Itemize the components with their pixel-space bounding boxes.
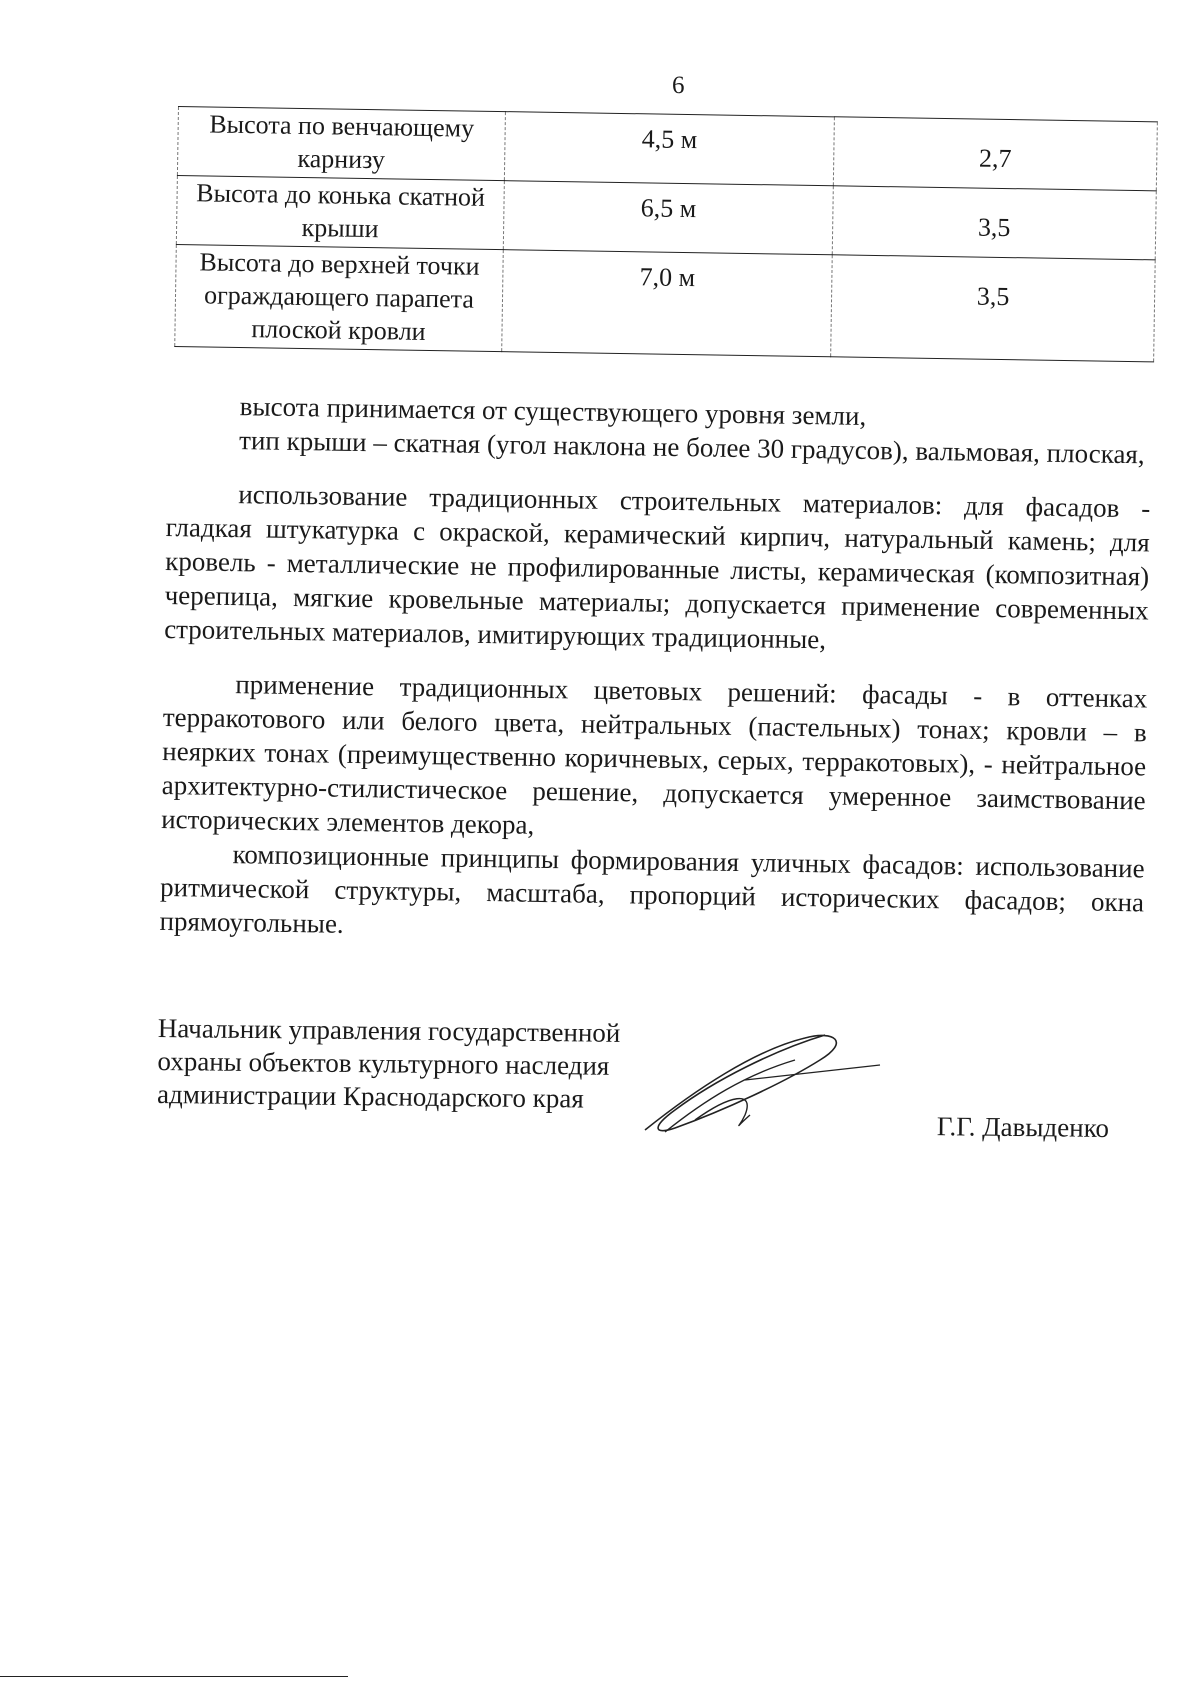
table-cell-value: 7,0 м — [502, 250, 833, 357]
body-text — [159, 388, 1152, 953]
signatory-title-line: Начальник управления государственной — [157, 1012, 621, 1048]
paragraph-height-basis: высота принимается от существующего уровня земли, — [239, 391, 867, 431]
table-cell-percent: 3,5 — [831, 255, 1156, 362]
page-number: 6 — [672, 72, 685, 99]
paragraph-roof-type: тип крыши – скатная (угол наклона не более 30 градусов), вальмовая, плоская, — [238, 425, 1145, 470]
table-row — [175, 244, 1155, 361]
table-cell-value: 4,5 м — [504, 112, 834, 186]
paragraph-colors: применение традиционных цветовых решений: фасады - в оттенках терракотового или белого цвета, нейтральных (пастельных) тонах; кровли – в неярких тонах (преимущественно коричневых, серых, терракотовых), - нейтральное архитектурно-стилистическое решение, допускается умеренное заимствование исторических элементов декора, — [160, 669, 1148, 840]
table-cell-percent: 2,7 — [833, 117, 1157, 191]
table-cell-value: 6,5 м — [503, 181, 833, 255]
height-limits-table-wrapper — [174, 106, 1158, 362]
footnote-divider — [0, 1676, 348, 1677]
table-cell-percent: 3,5 — [832, 186, 1156, 260]
signatory-name: Г.Г. Давыденко — [936, 1111, 1110, 1143]
signatory-title-line: охраны объектов культурного наследия — [157, 1045, 610, 1081]
paragraph-composition: композиционные принципы формирования уличных фасадов: использование ритмической структуры, масштаба, пропорций исторических фасадов; окна прямоугольные. — [159, 839, 1145, 939]
table-cell-parameter: Высота до конька скатной крыши — [176, 175, 504, 249]
paragraph-materials: использование традиционных строительных материалов: для фасадов - гладкая штукатурка с окраской, керамический кирпич, натуральный камень; для кровель - металлические не профилированные листы, керамическая (композитная) черепица, мягкие кровельные материалы; допускается применение современных строительных материалов, имитирующих традиционные, — [163, 479, 1151, 655]
signatory-title-line: администрации Краснодарского края — [156, 1078, 584, 1114]
handwritten-signature — [635, 1020, 885, 1140]
table-cell-parameter: Высота по венчающему карнизу — [177, 107, 505, 181]
height-limits-table — [174, 106, 1158, 362]
table-cell-parameter: Высота до верхней точки ограждающего парапета плоской кровли — [175, 244, 504, 351]
